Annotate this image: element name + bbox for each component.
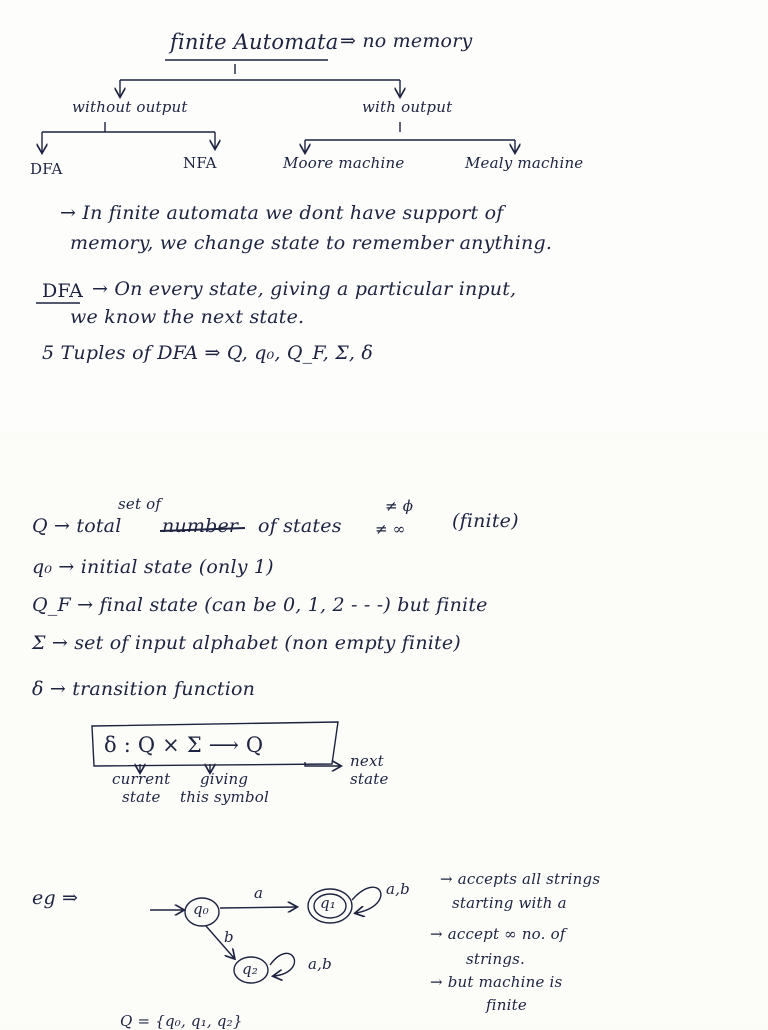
not-infinite: ≠ ∞ [375, 520, 406, 538]
title-note: ⇒ no memory [340, 30, 473, 52]
finite-note: (finite) [452, 510, 519, 532]
delta-definition: δ → transition function [32, 678, 256, 700]
q-rest: of states [258, 515, 342, 537]
dfa-line-2: we know the next state. [70, 306, 305, 328]
q0-definition: q₀ → initial state (only 1) [32, 556, 274, 578]
example-label: eg ⇒ [32, 887, 79, 909]
page-title: finite Automata [170, 30, 339, 54]
leaf-moore: Moore machine [283, 154, 405, 172]
current-state-label-2: state [122, 788, 161, 806]
side-note-3-line-1: → but machine is [430, 973, 563, 991]
branch-with-output: with output [362, 98, 453, 116]
state-q1: q₁ [320, 894, 337, 912]
q-definition: Q → total [32, 515, 122, 537]
giving-symbol-label-2: this symbol [180, 788, 269, 806]
branch-without-output: without output [72, 98, 188, 116]
q-struck-word: number [162, 515, 239, 537]
loop-label-q1: a,b [386, 880, 410, 898]
bottom-cut-text: Q = {q₀, q₁, q₂} [120, 1012, 243, 1030]
giving-symbol-label-1: giving [200, 770, 249, 788]
side-note-2-line-1: → accept ∞ no. of [430, 925, 566, 943]
loop-label-q2: a,b [308, 955, 332, 973]
transition-formula: δ : Q × Σ ⟶ Q [104, 733, 264, 757]
next-state-label-2: state [350, 770, 389, 788]
next-state-label-1: next [350, 752, 384, 770]
note-line-2: memory, we change state to remember anything. [70, 232, 553, 254]
tuples-line: 5 Tuples of DFA ⇒ Q, q₀, Q_F, Σ, δ [42, 342, 374, 364]
note-line-1: → In finite automata we dont have support of [60, 202, 504, 224]
side-note-2-line-2: strings. [466, 950, 526, 968]
insert-set-of: set of [118, 495, 162, 513]
leaf-nfa: NFA [183, 154, 217, 172]
side-note-3-line-2: finite [486, 996, 527, 1014]
side-note-1-line-2: starting with a [452, 894, 567, 912]
side-note-1-line-1: → accepts all strings [440, 870, 601, 888]
sigma-definition: Σ → set of input alphabet (non empty finite) [32, 632, 461, 654]
current-state-label-1: current [112, 770, 171, 788]
leaf-mealy: Mealy machine [465, 154, 584, 172]
state-q0: q₀ [193, 900, 210, 918]
edge-label-a: a [254, 884, 264, 902]
dfa-label: DFA [42, 280, 84, 302]
not-empty-set: ≠ ϕ [385, 497, 414, 515]
dfa-line-1: → On every state, giving a particular input, [92, 278, 517, 300]
state-q2: q₂ [242, 960, 259, 978]
leaf-dfa: DFA [30, 160, 63, 178]
qf-definition: Q_F → final state (can be 0, 1, 2 - - -) but finite [32, 594, 488, 616]
edge-label-b: b [224, 928, 234, 946]
